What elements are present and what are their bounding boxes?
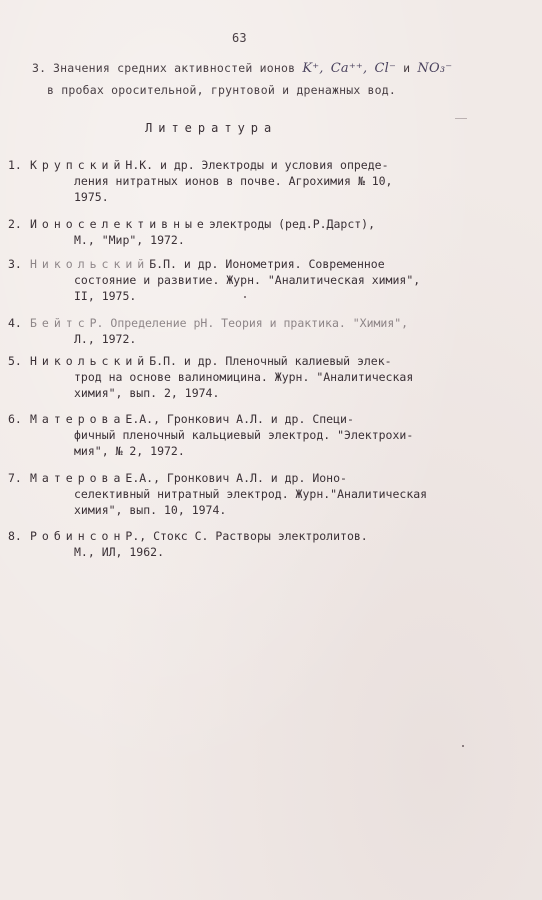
ion-ca: Ca⁺⁺, [330, 61, 368, 76]
paper-speck [244, 296, 246, 298]
reference-1 [8, 157, 486, 205]
reference-number: 4. [8, 316, 22, 330]
paper-speck [462, 745, 464, 747]
reference-author: Никольский [30, 354, 150, 368]
reference-3 [8, 256, 486, 304]
reference-continuation: химия", вып. 10, 1974. [74, 503, 227, 517]
ion-cl: Cl⁻ [374, 61, 397, 76]
reference-author: Матерова [30, 471, 126, 485]
reference-text: Е.А., Гронкович А.Л. и др. Специ- [125, 412, 354, 426]
reference-number: 3. [8, 257, 22, 271]
reference-continuation: Л., 1972. [74, 332, 137, 346]
reference-4 [8, 315, 486, 347]
ion-k: K⁺, [302, 61, 324, 76]
reference-text: Б.П. и др. Ионометрия. Современное [149, 257, 385, 271]
reference-continuation: фичный пленочный кальциевый электрод. "Электрохи- [74, 428, 414, 442]
reference-text: Н.К. и др. Электроды и условия опреде- [125, 158, 389, 172]
item-3-conj: и [403, 61, 411, 75]
reference-author: Ионоселективные [30, 217, 209, 231]
reference-author: Никольский [30, 257, 150, 271]
reference-text: Р., Стокс С. Растворы электролитов. [125, 529, 368, 543]
reference-number: 5. [8, 354, 22, 368]
reference-number: 2. [8, 217, 22, 231]
item-3-line-1 [53, 60, 473, 77]
reference-author: Крупский [30, 158, 126, 172]
item-3-text-start: Значения средних активностей ионов [53, 61, 296, 75]
item-3-line-2: в пробах оросительной, грунтовой и дренажных вод. [47, 83, 397, 97]
paper-speck [455, 118, 467, 119]
reference-continuation: селективный нитратный электрод. Журн."Аналитическая [74, 487, 428, 501]
reference-8 [8, 528, 486, 560]
reference-number: 6. [8, 412, 22, 426]
reference-author: Робинсон [30, 529, 126, 543]
reference-author: Бейтс [30, 316, 90, 330]
reference-continuation: М., ИЛ, 1962. [74, 545, 165, 559]
reference-continuation: химия", вып. 2, 1974. [74, 386, 220, 400]
reference-number: 8. [8, 529, 22, 543]
reference-2 [8, 216, 486, 248]
reference-author: Матерова [30, 412, 126, 426]
reference-continuation: состояние и развитие. Журн. "Аналитическая химия", [74, 273, 421, 287]
reference-number: 7. [8, 471, 22, 485]
reference-continuation: ления нитратных ионов в почве. Агрохимия № 10, [74, 174, 393, 188]
reference-5 [8, 353, 486, 401]
reference-text: Е.А., Гронкович А.Л. и др. Ионо- [125, 471, 347, 485]
reference-continuation: мия", № 2, 1972. [74, 444, 185, 458]
ion-no3: NO₃⁻ [417, 61, 453, 76]
reference-7 [8, 470, 486, 518]
reference-text: электроды (ред.Р.Дарст), [208, 217, 376, 231]
reference-number: 1. [8, 158, 22, 172]
reference-text: Б.П. и др. Пленочный калиевый элек- [149, 354, 392, 368]
item-3-number: 3. [32, 61, 47, 75]
reference-6 [8, 411, 486, 459]
reference-continuation: II, 1975. [74, 289, 137, 303]
reference-continuation: трод на основе валиномицина. Журн. "Аналитическая [74, 370, 414, 384]
literature-heading: Литература [145, 121, 278, 135]
reference-continuation: 1975. [74, 190, 109, 204]
reference-text: Р. Определение рН. Теория и практика. "Химия", [89, 316, 409, 330]
reference-continuation: М., "Мир", 1972. [74, 233, 185, 247]
page-number: 63 [232, 31, 247, 45]
